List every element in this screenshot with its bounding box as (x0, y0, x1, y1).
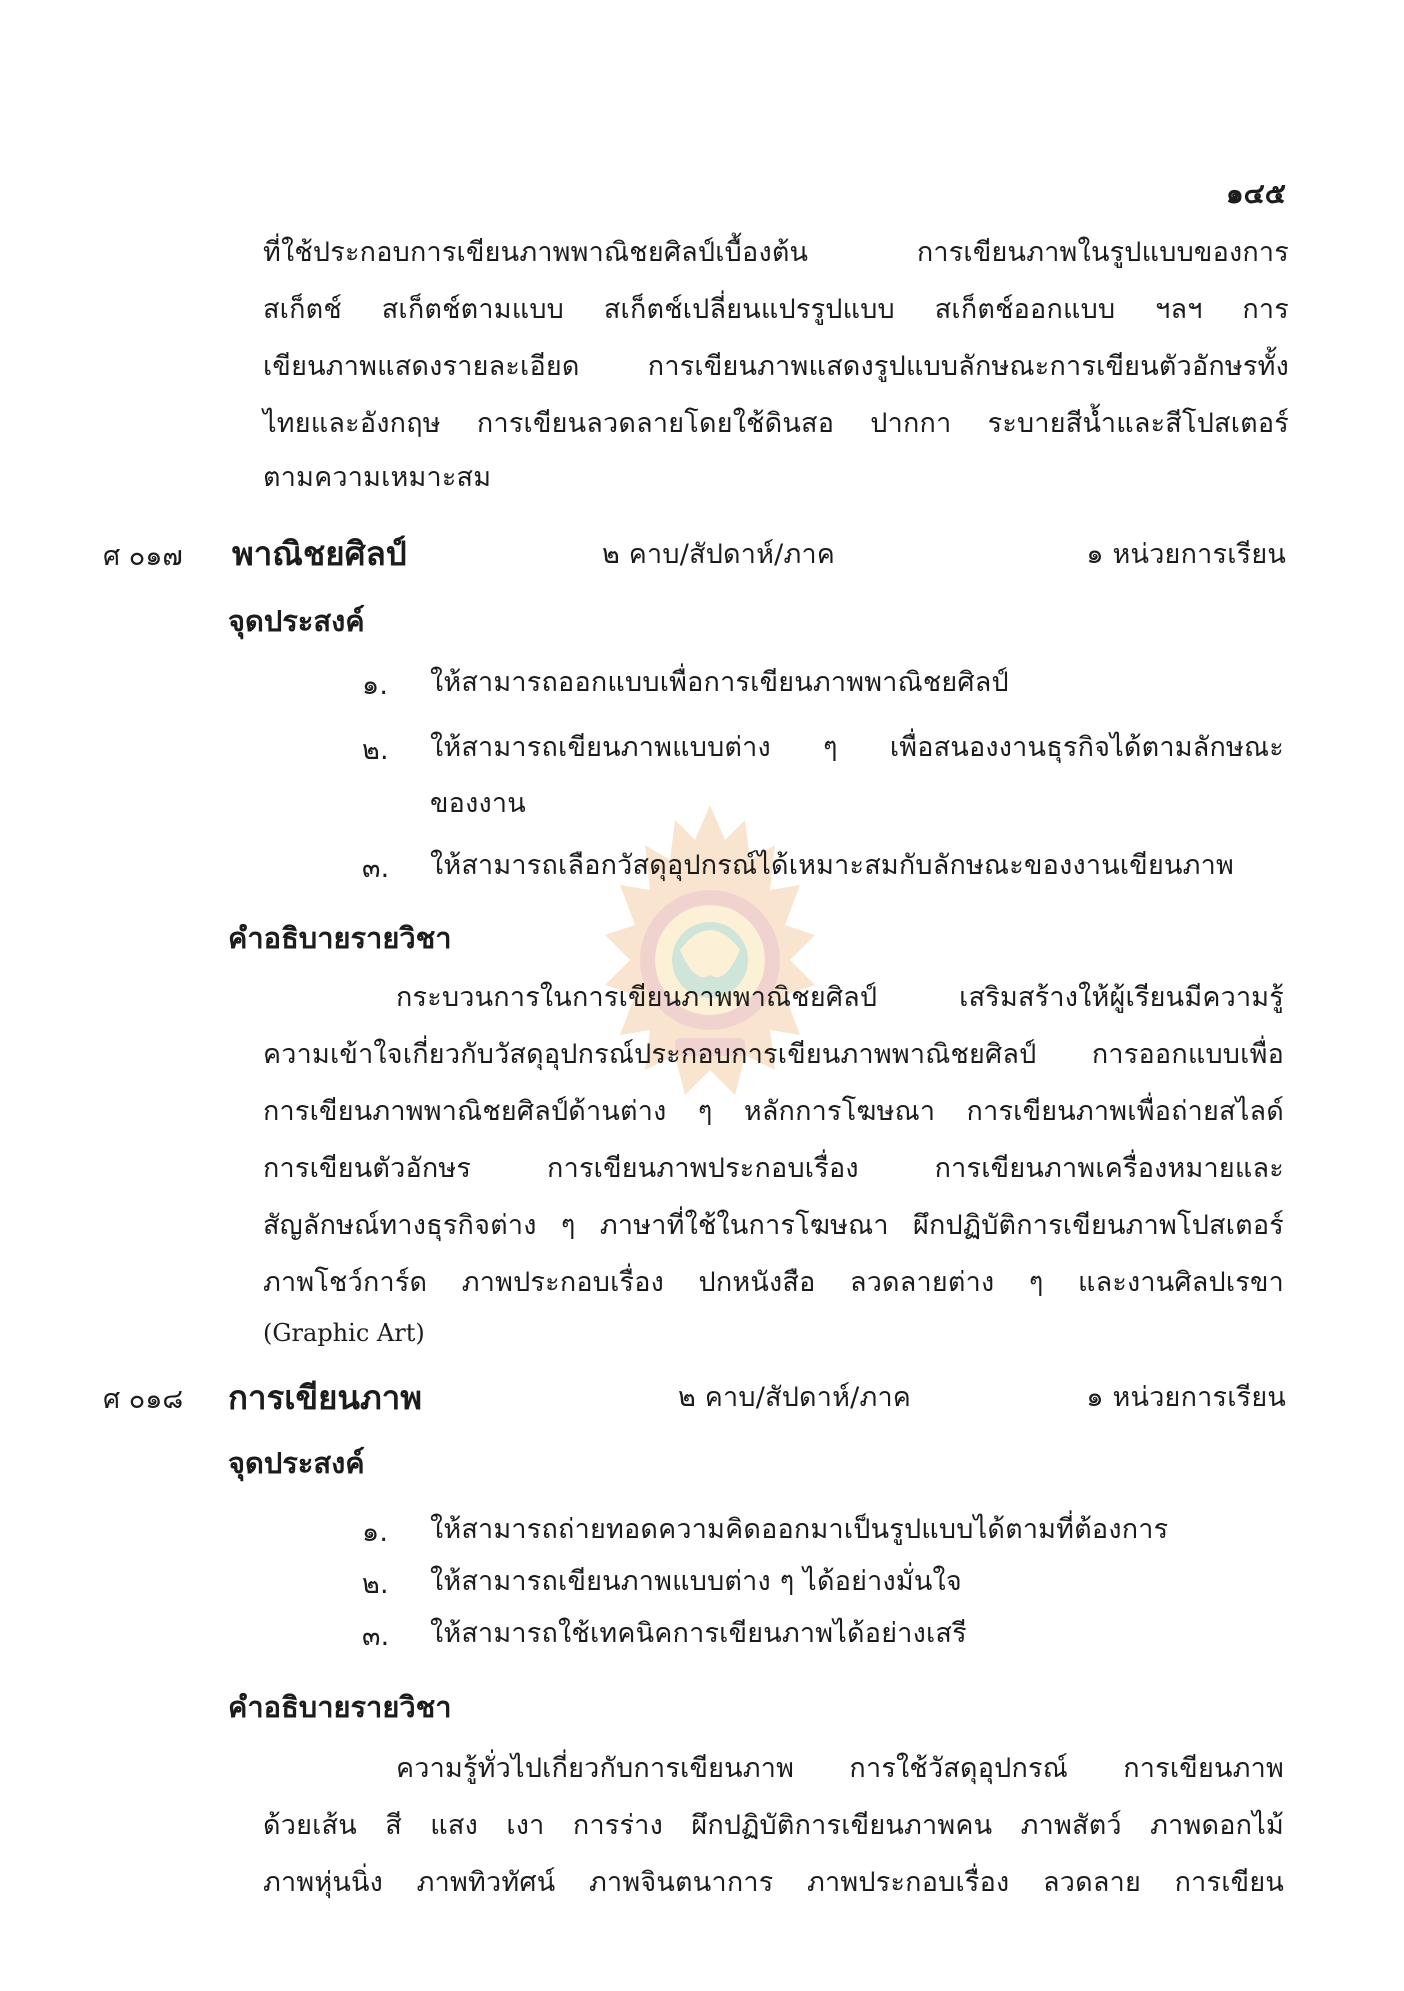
intro-line: ตามความเหมาะสม (263, 462, 492, 493)
description-line: ภาพหุ่นนิ่ง ภาพทิวทัศน์ ภาพจินตนาการ ภาพประกอบเรื่อง ลวดลาย การเขียน (263, 1867, 1284, 1898)
course-code: ศ ๐๑๘ (103, 1384, 184, 1415)
objective-text: ให้สามารถใช้เทคนิคการเขียนภาพได้อย่างเสรี (430, 1618, 967, 1649)
objective-number: ๒. (362, 1569, 389, 1600)
description-line: การเขียนภาพพาณิชยศิลป์ด้านต่าง ๆ หลักการโฆษณา การเขียนภาพเพื่อถ่ายสไลด์ (263, 1096, 1284, 1127)
course-credits: ๑ หน่วยการเรียน (1086, 1382, 1286, 1413)
description-line: การเขียนตัวอักษร การเขียนภาพประกอบเรื่อง การเขียนภาพเครื่องหมายและ (263, 1153, 1284, 1184)
objective-text: ให้สามารถเขียนภาพแบบต่าง ๆ ได้อย่างมั่นใจ (430, 1566, 962, 1597)
course-title: การเขียนภาพ (228, 1378, 423, 1417)
intro-line: สเก็ตช์ สเก็ตช์ตามแบบ สเก็ตช์เปลี่ยนแปรรูปแบบ สเก็ตช์ออกแบบ ฯลฯ การ (263, 294, 1289, 325)
description-line: (Graphic Art) (263, 1319, 425, 1347)
objective-text: ให้สามารถเขียนภาพแบบต่าง ๆ เพื่อสนองงานธุรกิจได้ตามลักษณะ (430, 732, 1284, 763)
objective-text: ให้สามารถถ่ายทอดความคิดออกมาเป็นรูปแบบได้ตามที่ต้องการ (430, 1514, 1169, 1545)
description-heading: คำอธิบายรายวิชา (228, 921, 452, 955)
objective-number: ๓. (362, 1621, 390, 1652)
description-line: กระบวนการในการเขียนภาพพาณิชยศิลป์ เสริมสร้างให้ผู้เรียนมีความรู้ (396, 982, 1284, 1013)
course-credits: ๑ หน่วยการเรียน (1086, 539, 1286, 570)
objective-text: ให้สามารถเลือกวัสดุอุปกรณ์ได้เหมาะสมกับลักษณะของงานเขียนภาพ (430, 850, 1234, 881)
intro-line: ที่ใช้ประกอบการเขียนภาพพาณิชยศิลป์เบื้องต้น การเขียนภาพในรูปแบบของการ (263, 237, 1289, 268)
objective-number: ๑. (362, 1517, 389, 1548)
objectives-heading: จุดประสงค์ (228, 1446, 365, 1480)
description-line: ด้วยเส้น สี แสง เงา การร่าง ผึกปฏิบัติการเขียนภาพคน ภาพสัตว์ ภาพดอกไม้ (263, 1810, 1284, 1841)
course-code: ศ ๐๑๗ (103, 541, 183, 572)
page-number: ๑๔๕ (1225, 177, 1286, 210)
objective-text-continued: ของงาน (430, 788, 526, 819)
description-line: สัญลักษณ์ทางธุรกิจต่าง ๆ ภาษาที่ใช้ในการโฆษณา ผึกปฏิบัติการเขียนภาพโปสเตอร์ (263, 1210, 1284, 1241)
course-hours: ๒ คาบ/สัปดาห์/ภาค (678, 1382, 912, 1413)
description-line: ความเข้าใจเกี่ยวกับวัสดุอุปกรณ์ประกอบการเขียนภาพพาณิชยศิลป์ การออกแบบเพื่อ (263, 1039, 1284, 1070)
objective-text: ให้สามารถออกแบบเพื่อการเขียนภาพพาณิชยศิลป์ (430, 667, 1009, 698)
objectives-heading: จุดประสงค์ (228, 604, 365, 638)
description-line: ภาพโชว์การ์ด ภาพประกอบเรื่อง ปกหนังสือ ลวดลายต่าง ๆ และงานศิลปเรขา (263, 1267, 1284, 1298)
intro-line: ไทยและอังกฤษ การเขียนลวดลายโดยใช้ดินสอ ปากกา ระบายสีน้ำและสีโปสเตอร์ (263, 408, 1289, 439)
intro-line: เขียนภาพแสดงรายละเอียด การเขียนภาพแสดงรูปแบบลักษณะการเขียนตัวอักษรทั้ง (263, 351, 1289, 382)
objective-number: ๓. (362, 853, 390, 884)
objective-number: ๒. (362, 735, 389, 766)
description-line: ความรู้ทั่วไปเกี่ยวกับการเขียนภาพ การใช้วัสดุอุปกรณ์ การเขียนภาพ (396, 1753, 1284, 1784)
course-title: พาณิชยศิลป์ (232, 534, 407, 573)
objective-number: ๑. (362, 670, 389, 701)
description-heading: คำอธิบายรายวิชา (228, 1690, 452, 1724)
course-hours: ๒ คาบ/สัปดาห์/ภาค (602, 539, 836, 570)
